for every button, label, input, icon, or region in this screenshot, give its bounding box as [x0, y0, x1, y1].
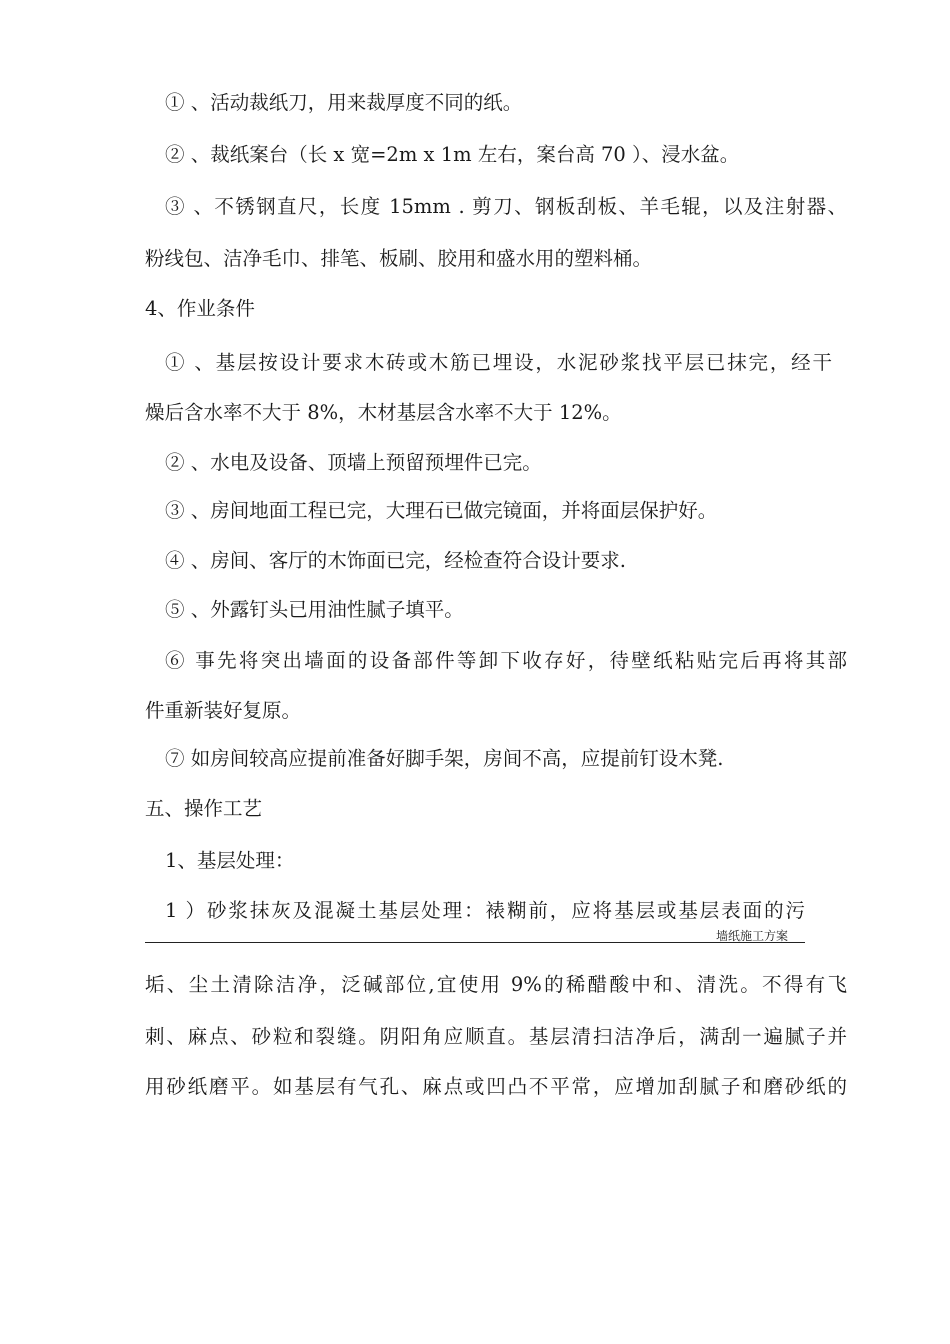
- paragraph-tool-3-line1: ③ 、不锈钢直尺，长度 15mm . 剪刀、钢板刮板、羊毛辊，以及注射器、: [165, 195, 847, 218]
- subsection-heading-base-treatment: 1、基层处理：: [165, 849, 295, 872]
- section-heading-operation-process: 五、操作工艺: [145, 797, 263, 820]
- paragraph-condition-4: ④ 、房间、客厅的木饰面已完，经检查符合设计要求.: [165, 549, 626, 572]
- page-footer-title: 墙纸施工方案: [716, 929, 789, 943]
- paragraph-condition-3: ③ 、房间地面工程已完，大理石已做完镜面，并将面层保护好。: [165, 499, 718, 522]
- paragraph-condition-6-line2: 件重新装好复原。: [145, 699, 302, 722]
- paragraph-tool-1: ① 、活动裁纸刀，用来裁厚度不同的纸。: [165, 91, 523, 114]
- paragraph-base-treatment-line1: 1 ）砂浆抹灰及混凝土基层处理：裱糊前，应将基层或基层表面的污: [165, 899, 805, 922]
- paragraph-condition-5: ⑤ 、外露钉头已用油性腻子填平。: [165, 598, 464, 621]
- paragraph-condition-7: ⑦ 如房间较高应提前准备好脚手架，房间不高，应提前钉设木凳.: [165, 747, 724, 770]
- paragraph-condition-6-line1: ⑥ 事先将突出墙面的设备部件等卸下收存好，待壁纸粘贴完后再将其部: [165, 649, 847, 672]
- page-footer-rule: [145, 942, 805, 943]
- paragraph-base-treatment-line4: 用砂纸磨平。如基层有气孔、麻点或凹凸不平常，应增加刮腻子和磨砂纸的: [145, 1075, 847, 1098]
- paragraph-base-treatment-line2: 垢、尘土清除洁净，泛碱部位,宜使用 9%的稀醋酸中和、清洗。不得有飞: [145, 973, 847, 996]
- paragraph-tool-3-line2: 粉线包、洁净毛巾、排笔、板刷、胶用和盛水用的塑料桶。: [145, 247, 653, 270]
- paragraph-tool-2: ② 、裁纸案台（长 x 宽=2m x 1m 左右，案台高 70 ）、浸水盆。: [165, 143, 740, 166]
- paragraph-condition-1-line2: 燥后含水率不大于 8%，木材基层含水率不大于 12%。: [145, 401, 622, 424]
- paragraph-condition-2: ② 、水电及设备、顶墙上预留预埋件已完。: [165, 451, 542, 474]
- paragraph-base-treatment-line3: 刺、麻点、砂粒和裂缝。阴阳角应顺直。基层清扫洁净后，满刮一遍腻子并: [145, 1025, 847, 1048]
- paragraph-condition-1-line1: ① 、基层按设计要求木砖或木筋已埋设，水泥砂浆找平层已抹完，经干: [165, 351, 832, 374]
- section-heading-work-conditions: 4、作业条件: [145, 297, 255, 320]
